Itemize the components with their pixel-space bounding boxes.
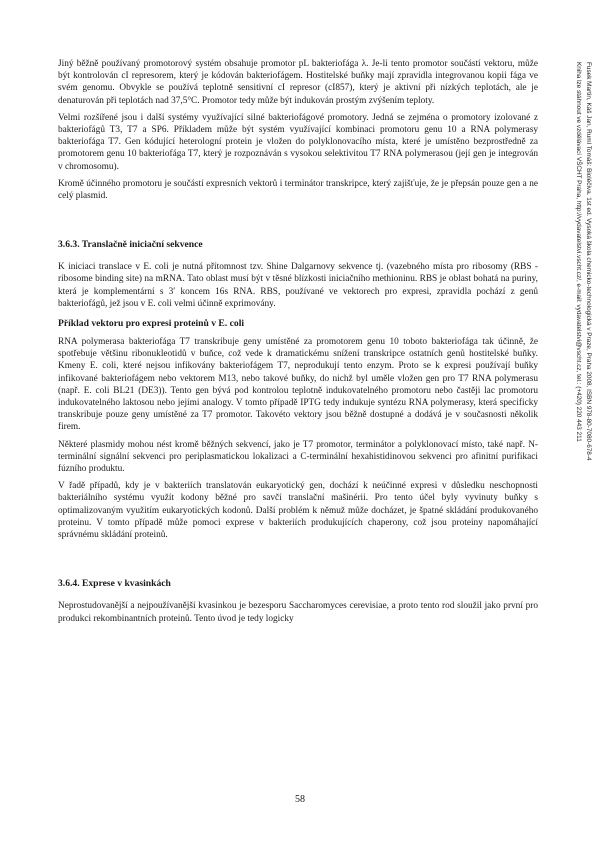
paragraph-plasmids: Některé plasmidy mohou nést kromě běžných sekvencí, jako je T7 promotor, terminátor a polyklonovací místo, také např. N-terminální signální sekvenci pro periplasmatickou lokalizaci a C-terminální hexahistidinovou sekvenci pro afinitní purifikaci fúzního produktu.: [58, 439, 538, 475]
section-heading-3-6-3: 3.6.3. Translačně iniciační sekvence: [58, 239, 203, 251]
citation-line-1: Fusek Martin, Káš Jan, Ruml Tomáš: Bioléčiva. 1st ed. Vysoká škola chemicko-technologická v Praze, Praha 2008, ISBN 978-80-7080-678-4: [585, 62, 592, 461]
paragraph-codons: V řadě případů, kdy je v bakteriích translatován eukaryotický gen, dochází k neúčinné expresi v důsledku neschopnosti bakteriálního systému využít kodony běžné pro savčí translační mašinérii. Pro tento účel byly vyvinuty buňky s optimalizovaným využitím eukaryotických kodonů. Další problém k němuž může docházet, je špatné skládání produkovaného proteinu. V tomto případě může pomoci exprese v bakteriích produkujících chaperony, což jsou proteiny napomáhající správnému skládání proteinů.: [58, 481, 538, 541]
page-number: 58: [295, 794, 305, 805]
paragraph-shine-dalgarno: K iniciaci translace v E. coli je nutná přítomnost tzv. Shine Dalgarnovy sekvence tj. (vazebného místa pro ribosomy (RBS - ribosome binding site) na mRNA. Tato oblast musí být v těsné blízkosti iniciačního methioninu. RBS je oblast bohatá na puriny, která je komplementární s 3′ koncem 16s RNA. RBS, používané ve vektorech pro expresi, zpravidla pochází z genů bakteriofágů, jež jsou v E. coli velmi účinně exprimovány.: [58, 262, 538, 309]
paragraph-bacteriophage-promoters: Velmi rozšířené jsou i další systémy využívající silné bakteriofágové promotory. Jedná se zejména o promotory izolované z bakteriofágů T3, T7 a SP6. Příkladem může být systém využívající kombinaci promotoru genu 10 a RNA polymerasy bakteriofága T7. Gen kódující heterologní protein je vložen do polyklonovacího místa, které je umístěno bezprostředně za promotorem genu 10 bakteriofága T7, který je rozpoznáván s vysokou selektivitou T7 RNA polymerasou (její gen je integrován v chromosomu).: [58, 112, 538, 172]
side-citation: [563, 62, 593, 662]
paragraph-t7-polymerase: RNA polymerasa bakteriofága T7 transkribuje geny umístěné za promotorem genu 10 toboto bakteriofága tak účinně, že spotřebuje většinu ribonukleotidů v buňce, což vede k dramatickému snížení transkripce ostatních genů hostitelské buňky. Kmeny E. coli, které nejsou infikovány bakteriofágem T7, neprodukují tento enzym. Proto se k expresi používají buňky infikované bakteriofágem nebo vektorem M13, nebo takové buňky, do nichž byl uměle vložen gen pro T7 RNA polymerasu (např. E. coli BL21 (DE3)). Tento gen bývá pod kontrolou teplotně indukovatelného promotoru nebo častěji lac promotoru indukovatelného laktosou nebo jejími analogy. V tomto případě IPTG tedy indukuje syntézu RNA polymerasy, která specificky transkribuje pouze geny umístěné za T7 promotor. Takovéto vektory jsou běžně dostupné a dodává je v současnosti několik firem.: [58, 337, 538, 433]
main-text: [58, 58, 538, 630]
paragraph-promotor-pl: Jiný běžně používaný promotorový systém obsahuje promotor pL bakteriofága λ. Je-li tento promotor součástí vektoru, může být kontrolován cI represorem, který je kódován bakteriofágem. Hostitelské buňky mají zpravidla integrovanou kopii fága ve svém genomu. Obvykle se používá teplotně sensitivní cI represor (cI857), který je aktivní při nízkých teplotách, ale je denaturován při teplotách nad 37,5°C. Promotor tedy může být indukován prostým zvýšením teploty.: [58, 59, 538, 106]
section-heading-3-6-4: 3.6.4. Exprese v kvasinkách: [58, 578, 171, 590]
paragraph-yeast: Neprostudovanější a nejpoužívanější kvasinkou je bezesporu Saccharomyces cerevisiae, a proto tento rod sloužil jako první pro produkci rekombinantních proteinů. Tento úvod je tedy logicky: [58, 601, 538, 624]
paragraph-terminator: Kromě účinného promotoru je součástí expresních vektorů i terminátor transkripce, který zajišťuje, že je přepsán pouze gen a ne celý plasmid.: [58, 178, 538, 202]
subheading-vector-example: Příklad vektoru pro expresi proteinů v E. coli: [58, 318, 245, 330]
citation-line-2: Kniha lze stáhnout ve vzdělávací VŠCHT Praha, http://vydavatelstvi.vscht.cz/, e-mail: vydavatelstvi@vscht.cz, tel.: (+420) 220 443 211: [575, 62, 582, 442]
